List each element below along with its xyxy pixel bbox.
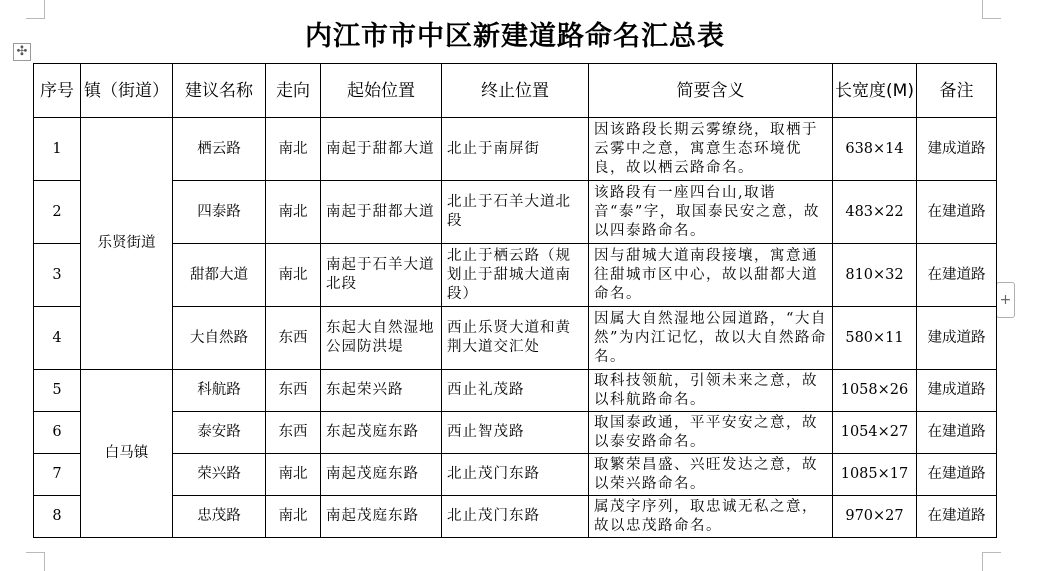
cell-start: 南起茂庭东路: [321, 454, 442, 496]
cell-start: 南起茂庭东路: [321, 496, 442, 538]
cell-name: 泰安路: [173, 412, 266, 454]
cell-name: 科航路: [173, 370, 266, 412]
cell-no: 4: [34, 307, 81, 370]
cell-end: 西止礼茂路: [442, 370, 589, 412]
cell-no: 3: [34, 244, 81, 307]
header-meaning: 简要含义: [589, 64, 833, 118]
cell-direction: 东西: [266, 307, 321, 370]
page-title: 内江市市中区新建道路命名汇总表: [305, 21, 725, 52]
cell-no: 7: [34, 454, 81, 496]
cell-note: 在建道路: [917, 181, 997, 244]
cell-end: 西止乐贤大道和黄荆大道交汇处: [442, 307, 589, 370]
table-header-row: [34, 64, 997, 118]
page-corner-mark: [982, 552, 1001, 571]
cell-end: 北止于南屏街: [442, 118, 589, 181]
table-row: [34, 181, 997, 244]
header-direction: 走向: [266, 64, 321, 118]
header-town: 镇（街道）: [81, 64, 173, 118]
cell-start: 东起荣兴路: [321, 370, 442, 412]
cell-size: 1054×27: [833, 412, 917, 454]
cell-note: 建成道路: [917, 118, 997, 181]
cell-town: 白马镇: [81, 370, 173, 538]
cell-direction: 南北: [266, 118, 321, 181]
cell-no: 5: [34, 370, 81, 412]
cell-meaning: 取科技领航，引领未来之意，故以科航路命名。: [589, 370, 833, 412]
cell-size: 1058×26: [833, 370, 917, 412]
cell-end: 北止茂门东路: [442, 496, 589, 538]
cell-start: 南起于甜都大道: [321, 181, 442, 244]
cell-start: 南起于甜都大道: [321, 118, 442, 181]
cell-end: 北止茂门东路: [442, 454, 589, 496]
cell-note: 建成道路: [917, 307, 997, 370]
cell-name: 忠茂路: [173, 496, 266, 538]
cell-direction: 南北: [266, 454, 321, 496]
cell-meaning: 取国泰政通，平平安安之意，故以泰安路命名。: [589, 412, 833, 454]
cell-meaning: 因该路段长期云雾缭绕，取栖于云雾中之意，寓意生态环境优良，故以栖云路命名。: [589, 118, 833, 181]
cell-name: 甜都大道: [173, 244, 266, 307]
table-row: [34, 412, 997, 454]
cell-no: 2: [34, 181, 81, 244]
header-start: 起始位置: [321, 64, 442, 118]
cell-meaning: 因与甜城大道南段接壤，寓意通往甜城市区中心，故以甜都大道命名。: [589, 244, 833, 307]
table-move-icon[interactable]: ✣: [13, 43, 31, 61]
cell-direction: 东西: [266, 370, 321, 412]
header-no: 序号: [34, 64, 81, 118]
header-end: 终止位置: [442, 64, 589, 118]
cell-size: 810×32: [833, 244, 917, 307]
cell-meaning: 属茂字序列，取忠诚无私之意，故以忠茂路命名。: [589, 496, 833, 538]
cell-meaning: 取繁荣昌盛、兴旺发达之意，故以荣兴路命名。: [589, 454, 833, 496]
cell-direction: 南北: [266, 496, 321, 538]
cell-end: 北止于石羊大道北段: [442, 181, 589, 244]
cell-direction: 东西: [266, 412, 321, 454]
header-note: 备注: [917, 64, 997, 118]
table-row: [34, 307, 997, 370]
road-naming-table: [33, 63, 997, 538]
table-row: [34, 370, 997, 412]
cell-no: 8: [34, 496, 81, 538]
cell-start: 东起大自然湿地公园防洪堤: [321, 307, 442, 370]
table-row: [34, 244, 997, 307]
header-name: 建议名称: [173, 64, 266, 118]
cell-name: 四泰路: [173, 181, 266, 244]
cell-direction: 南北: [266, 181, 321, 244]
cell-town: 乐贤街道: [81, 118, 173, 370]
cell-start: 南起于石羊大道北段: [321, 244, 442, 307]
cell-meaning: 因属大自然湿地公园道路，“大自然”为内江记忆，故以大自然路命名。: [589, 307, 833, 370]
table-row: [34, 454, 997, 496]
cell-size: 483×22: [833, 181, 917, 244]
cell-note: 建成道路: [917, 370, 997, 412]
cell-meaning: 该路段有一座四台山,取谐音“泰”字，取国泰民安之意，故以四泰路命名。: [589, 181, 833, 244]
cell-size: 970×27: [833, 496, 917, 538]
cell-start: 东起茂庭东路: [321, 412, 442, 454]
add-column-button[interactable]: +: [996, 282, 1015, 318]
cell-note: 在建道路: [917, 244, 997, 307]
page-corner-mark: [26, 552, 45, 571]
cell-end: 北止于栖云路（规划止于甜城大道南段）: [442, 244, 589, 307]
cell-name: 大自然路: [173, 307, 266, 370]
cell-name: 荣兴路: [173, 454, 266, 496]
cell-size: 638×14: [833, 118, 917, 181]
cell-note: 在建道路: [917, 412, 997, 454]
cell-name: 栖云路: [173, 118, 266, 181]
cell-no: 6: [34, 412, 81, 454]
table-row: [34, 118, 997, 181]
cell-note: 在建道路: [917, 496, 997, 538]
header-size: 长宽度(M): [833, 64, 917, 118]
cell-size: 1085×17: [833, 454, 917, 496]
table-row: [34, 496, 997, 538]
cell-end: 西止智茂路: [442, 412, 589, 454]
cell-size: 580×11: [833, 307, 917, 370]
cell-direction: 南北: [266, 244, 321, 307]
cell-no: 1: [34, 118, 81, 181]
cell-note: 在建道路: [917, 454, 997, 496]
